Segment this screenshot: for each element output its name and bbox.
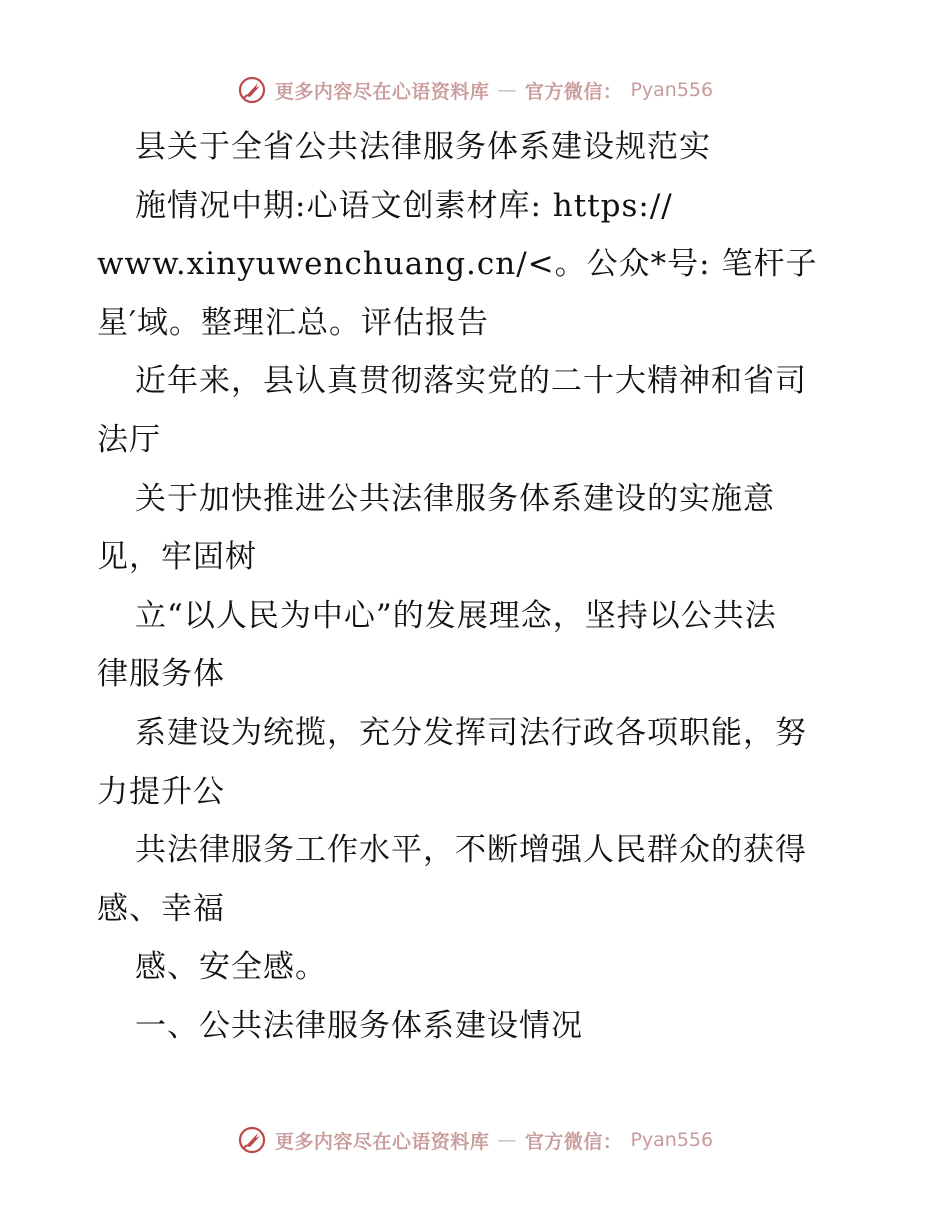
watermark-brand: 更多内容尽在心语资料库 <box>274 80 490 103</box>
paragraph-line: 律服务体 <box>97 656 225 693</box>
watermark-contact-label: 官方微信： <box>524 80 623 103</box>
document-title-line-4: 星′域。整理汇总。评估报告 <box>97 304 490 341</box>
footer-watermark <box>0 1120 950 1160</box>
header-watermark <box>0 70 950 110</box>
watermark-contact-id: Pyan556 <box>630 79 714 101</box>
paragraph-line: 法厅 <box>97 421 161 458</box>
paragraph-line: 感、幸福 <box>97 890 225 927</box>
paragraph-line: 系建设为统揽，充分发挥司法行政各项职能，努 <box>135 714 807 751</box>
paragraph-line: 立“以人民为中心”的发展理念，坚持以公共法 <box>135 597 777 634</box>
watermark-contact-id: Pyan556 <box>630 1129 714 1151</box>
paragraph-line: 见，牢固树 <box>97 539 257 576</box>
watermark-contact-label: 官方微信： <box>524 1130 623 1153</box>
quill-logo-icon <box>237 1125 267 1155</box>
watermark-dash: — <box>497 79 517 101</box>
section-heading: 一、公共法律服务体系建设情况 <box>135 1007 583 1044</box>
watermark-dash: — <box>497 1129 517 1151</box>
document-title-line-1: 县关于全省公共法律服务体系建设规范实 <box>135 129 711 165</box>
paragraph-line: 共法律服务工作水平，不断增强人民群众的获得 <box>135 832 807 869</box>
paragraph-line: 关于加快推进公共法律服务体系建设的实施意 <box>135 480 775 517</box>
paragraph-line: 近年来，县认真贯彻落实党的二十大精神和省司 <box>135 363 807 400</box>
document-body <box>97 118 887 1056</box>
quill-logo-icon <box>237 75 267 105</box>
paragraph-line: 力提升公 <box>97 773 225 810</box>
paragraph-line: 感、安全感。 <box>135 949 327 986</box>
document-title-line-3: www.xinyuwenchuang.cn/<。公众*号: 笔杆子 <box>97 246 818 283</box>
document-title-line-2: 施情况中期:心语文创素材库: https:// <box>135 187 673 224</box>
watermark-brand: 更多内容尽在心语资料库 <box>274 1130 490 1153</box>
